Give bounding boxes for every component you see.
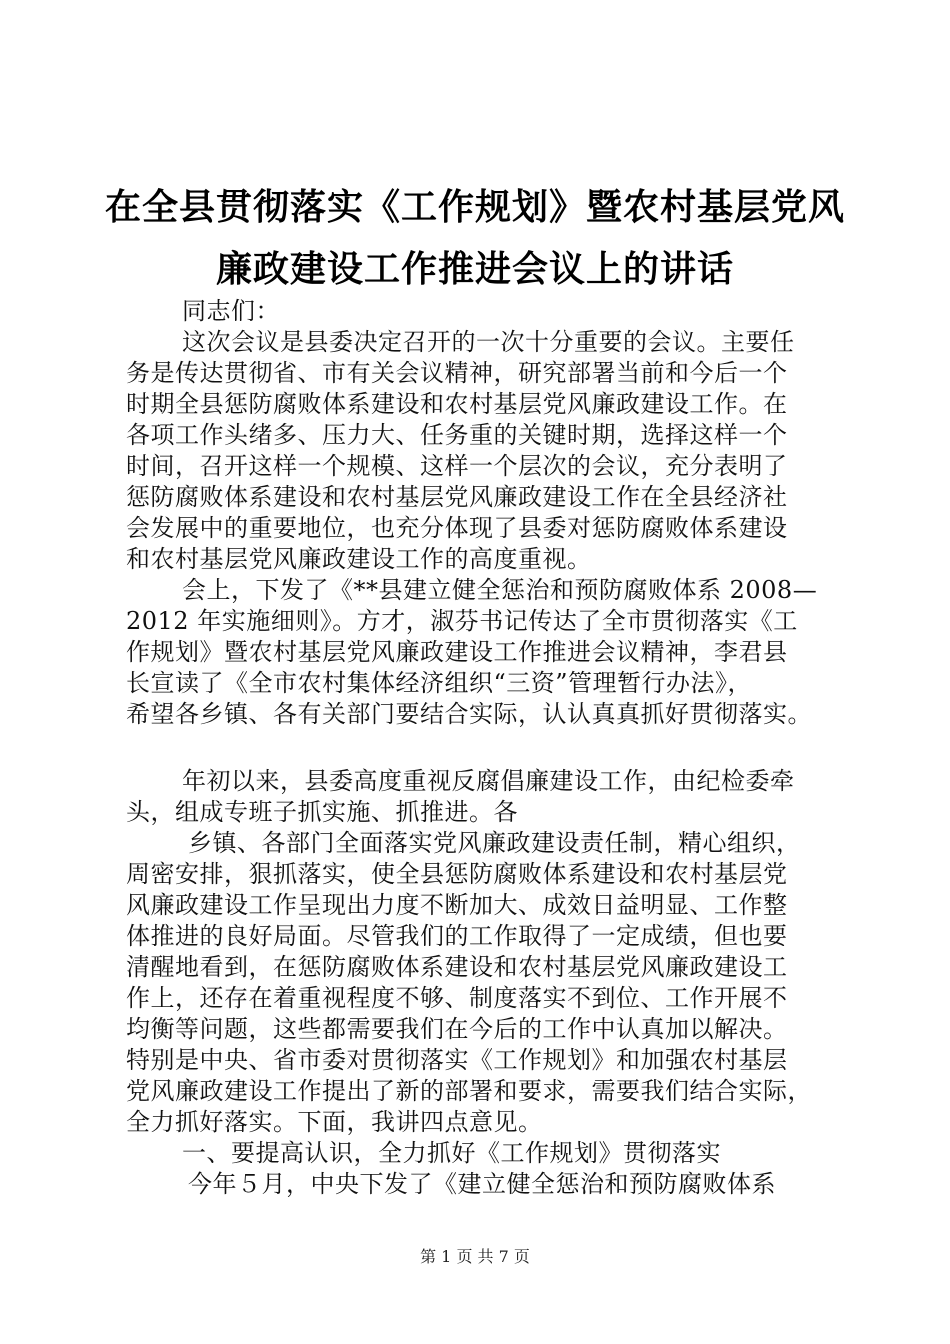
paragraph-line: 均衡等问题，这些都需要我们在今后的工作中认真加以解决。 <box>126 1015 788 1043</box>
paragraph-line: 体推进的良好局面。尽管我们的工作取得了一定成绩，但也要 <box>126 922 788 950</box>
paragraph-line: 这次会议是县委决定召开的一次十分重要的会议。主要任 <box>182 328 795 356</box>
paragraph-line: 党风廉政建设工作提出了新的部署和要求，需要我们结合实际， <box>126 1077 812 1105</box>
section-heading: 一、要提高认识，全力抓好《工作规划》贯彻落实 <box>182 1139 721 1167</box>
paragraph-line: 会上，下发了《**县建立健全惩治和预防腐败体系 2008— <box>182 576 818 604</box>
paragraph-line: 风廉政建设工作呈现出力度不断加大、成效日益明显、工作整 <box>126 891 788 919</box>
paragraph-line: 今年５月，中央下发了《建立健全惩治和预防腐败体系 <box>188 1170 776 1198</box>
paragraph-line: 会发展中的重要地位，也充分体现了县委对惩防腐败体系建设 <box>126 514 788 542</box>
paragraph-line: 头，组成专班子抓实施、抓推进。各 <box>126 798 518 826</box>
paragraph-line: 希望各乡镇、各有关部门要结合实际，认认真真抓好贯彻落实。 <box>126 700 812 728</box>
document-title-line-2: 廉政建设工作推进会议上的讲话 <box>215 249 734 290</box>
paragraph-line: 务是传达贯彻省、市有关会议精神，研究部署当前和今后一个 <box>126 359 788 387</box>
paragraph-line: 2012 年实施细则》。方才，淑芬书记传达了全市贯彻落实《工 <box>126 607 798 635</box>
paragraph-line: 周密安排，狠抓落实，使全县惩防腐败体系建设和农村基层党 <box>126 860 788 888</box>
paragraph-line: 年初以来，县委高度重视反腐倡廉建设工作，由纪检委牵 <box>182 767 795 795</box>
paragraph-line: 惩防腐败体系建设和农村基层党风廉政建设工作在全县经济社 <box>126 483 788 511</box>
paragraph-line: 各项工作头绪多、压力大、任务重的关键时期，选择这样一个 <box>126 421 788 449</box>
page-footer: 第 1 页 共 7 页 <box>420 1247 530 1266</box>
document-title-line-1: 在全县贯彻落实《工作规划》暨农村基层党风 <box>104 187 845 228</box>
paragraph-line: 清醒地看到，在惩防腐败体系建设和农村基层党风廉政建设工 <box>126 953 788 981</box>
paragraph-line: 时间，召开这样一个规模、这样一个层次的会议，充分表明了 <box>126 452 788 480</box>
paragraph-line: 作规划》暨农村基层党风廉政建设工作推进会议精神，李君县 <box>126 638 788 666</box>
paragraph-line: 和农村基层党风廉政建设工作的高度重视。 <box>126 545 592 573</box>
paragraph-line: 特别是中央、省市委对贯彻落实《工作规划》和加强农村基层 <box>126 1046 788 1074</box>
document-body <box>126 296 846 1200</box>
paragraph-line: 时期全县惩防腐败体系建设和农村基层党风廉政建设工作。在 <box>126 390 788 418</box>
paragraph-line: 长宣读了《全市农村集体经济组织“三资”管理暂行办法》， <box>126 669 753 697</box>
paragraph-line: 乡镇、各部门全面落实党风廉政建设责任制，精心组织， <box>188 829 801 857</box>
paragraph-spacer <box>126 730 846 766</box>
paragraph-line: 作上，还存在着重视程度不够、制度落实不到位、工作开展不 <box>126 984 788 1012</box>
paragraph-line: 全力抓好落实。下面，我讲四点意见。 <box>126 1108 543 1136</box>
salutation: 同志们： <box>182 297 280 325</box>
